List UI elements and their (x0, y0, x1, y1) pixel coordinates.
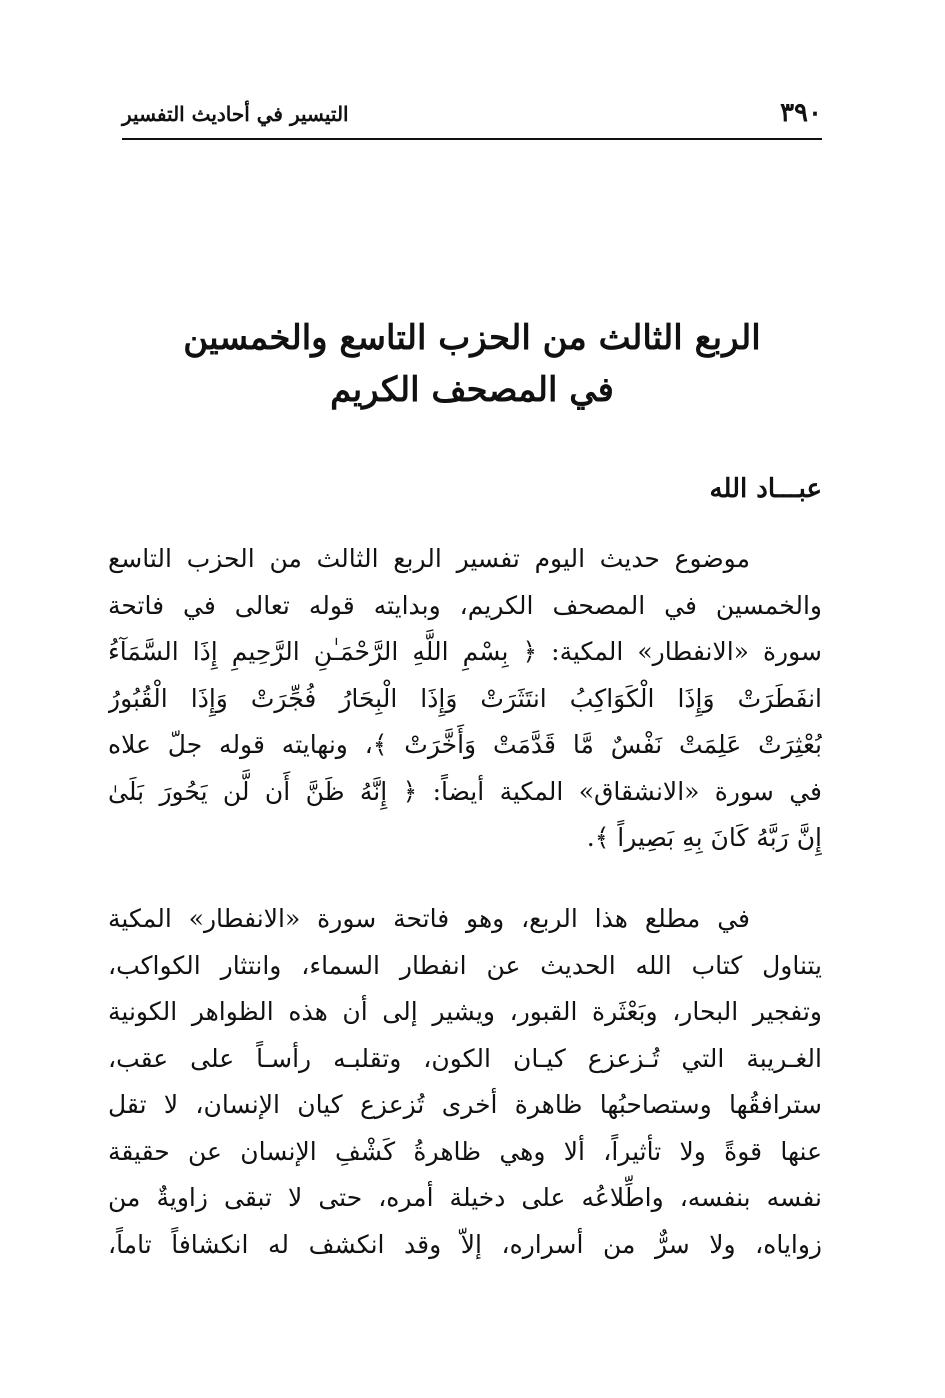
paragraph-line: يتناول كتاب الله الحديث عن انفطار السماء، وانتثار الكواكب، (108, 950, 822, 980)
paragraph-line: والخمسين في المصحف الكريم، وبدايته قوله تعالى في فاتحة (108, 590, 822, 620)
paragraph-line: في مطلع هذا الربع، وهو فاتحة سورة «الانفطار» المكية (108, 904, 750, 933)
page-number: ٣٩٠ (780, 98, 822, 128)
paragraph-line: بُعْثِرَتْ عَلِمَتْ نَفْسٌ مَّا قَدَّمَتْ وَأَخَّرَتْ ﴾، ونهايته قوله جلّ علاه (108, 730, 822, 759)
paragraph-line: الغـريبة التي تُـزعزع كيـان الكون، وتقلبـه رأسـاً على عقب، (108, 1043, 822, 1073)
running-header (122, 96, 822, 136)
paragraph-line: موضوع حديث اليوم تفسير الربع الثالث من الحزب التاسع (108, 544, 750, 573)
paragraph-line: عنها قوةً ولا تأثيراً، ألا وهي ظاهرةُ كَشْفِ الإنسان عن حقيقة (108, 1136, 822, 1166)
paragraph-line: في سورة «الانشقاق» المكية أيضاً: ﴿ إِنَّهُ ظَنَّ أَن لَّن يَحُورَ بَلَىٰ (108, 776, 822, 806)
chapter-heading-line-1: الربع الثالث من الحزب التاسع والخمسين (183, 318, 761, 358)
chapter-heading-line-2: في المصحف الكريم (330, 370, 614, 410)
paragraph-line: نفسه بنفسه، واطِّلاعُه على دخيلة أمره، حتى لا تبقى زاويةٌ من (108, 1183, 822, 1212)
paragraph-line: انفَطَرَتْ وَإِذَا الْكَوَاكِبُ انتَثَرَتْ وَإِذَا الْبِحَارُ فُجِّرَتْ وَإِذَا الْقُبُورُ (108, 683, 822, 713)
paragraph-2 (108, 896, 822, 1268)
book-title: التيسير في أحاديث التفسير (122, 102, 349, 126)
paragraph-line: زواياه، ولا سرٌّ من أسراره، إلاّ وقد انكشف له انكشافاً تاماً، (108, 1229, 822, 1259)
paragraph-line: إِنَّ رَبَّهُ كَانَ بِهِ بَصِيراً ﴾. (586, 823, 822, 852)
header-rule (122, 138, 822, 140)
paragraph-line: وتفجير البحار، وبَعْثَرة القبور، ويشير إلى أن هذه الظواهر الكونية (108, 997, 822, 1026)
paragraph-line: سترافقُها وستصاحبُها ظاهرة أخرى تُزعزع كيان الإنسان، لا تقل (108, 1090, 822, 1119)
address-heading: عبـــاد الله (709, 474, 822, 504)
paragraph-line: سورة «الانفطار» المكية: ﴿ بِسْمِ اللَّهِ الرَّحْمَـٰنِ الرَّحِيمِ إِذَا السَّمَآءُ (108, 637, 822, 666)
paragraph-1 (108, 536, 822, 862)
chapter-heading (122, 312, 822, 416)
